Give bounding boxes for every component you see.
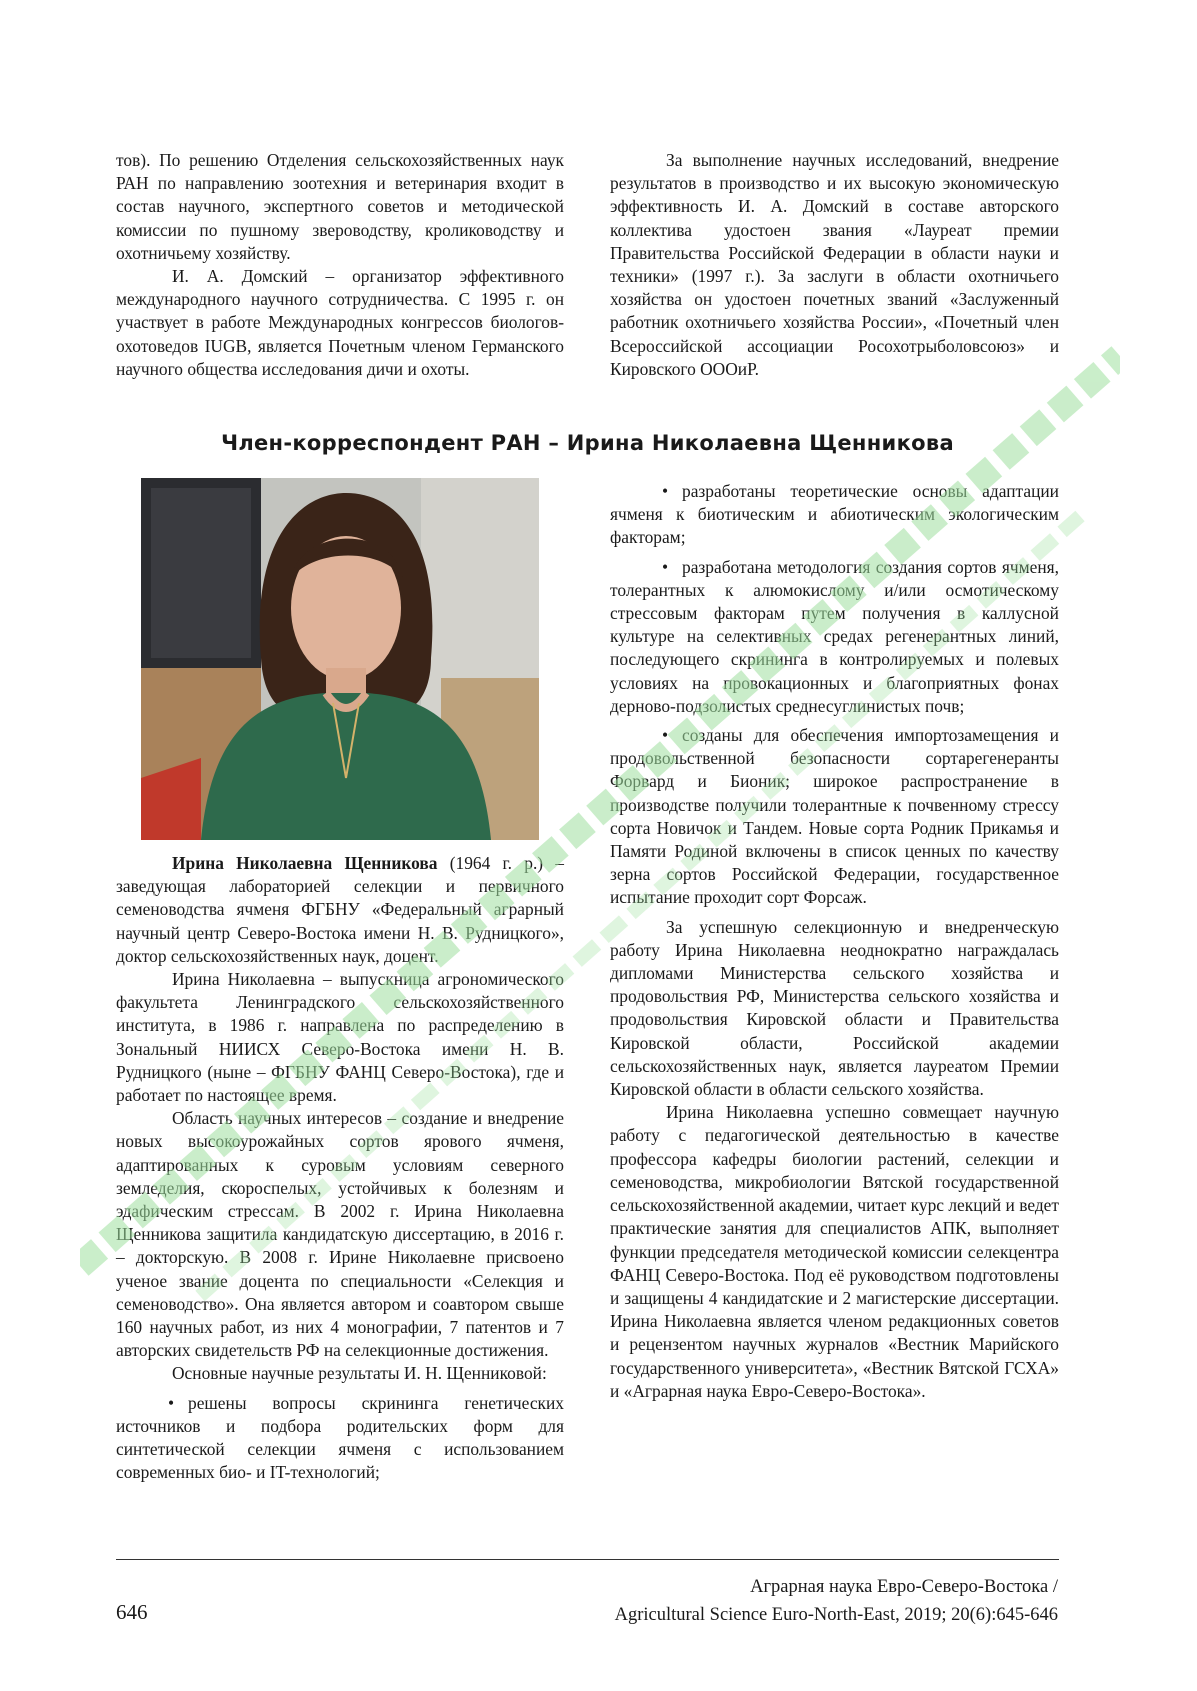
footer-rule bbox=[116, 1559, 1059, 1560]
bottom-left-column bbox=[116, 852, 564, 1484]
paragraph: тов). По решению Отделения сельскохозяйственных наук РАН по направлению зоотехния и ветеринария входит в состав научного, экспертного советов и методической комиссии по пушному звероводству, кролиководству и охотничьему хозяйству. bbox=[116, 150, 564, 263]
paragraph: Ирина Николаевна – выпускница агрономического факультета Ленинградского сельскохозяйственного института, в 1986 г. направлена по распределению в Зональный НИИСХ Северо-Востока имени Н. В. Рудницкого (ныне – ФГБНУ ФАНЦ Северо-Востока), где и работает по настоящее время. bbox=[116, 969, 564, 1106]
paragraph: Ирина Николаевна успешно совмещает научную работу с педагогической деятельностью в качестве профессора кафедры биологии растений, селекции и семеноводства, микробиологии Вятской государственной сельскохозяйственной академии, читает курс лекций и ведет практические занятия для специалистов АПК, выполняет функции председателя методической комиссии селекцентра ФАНЦ Северо-Востока. Под её руководством подготовлены и защищены 4 кандидатские и 2 магистерские диссертации. Ирина Николаевна является членом редакционных советов и рецензентом научных журналов «Вестник Марийского государственного университета», «Вестник Вятской ГСХА» и «Аграрная наука Евро-Северо-Востока». bbox=[610, 1102, 1059, 1401]
journal-title-en: Agricultural Science Euro-North-East, 2019; 20(6):645-646 bbox=[614, 1605, 1058, 1625]
page-number: 646 bbox=[116, 1600, 148, 1624]
top-left-column bbox=[116, 149, 564, 381]
paragraph: За успешную селекционную и внедренческую работу Ирина Николаевна неоднократно награждалась дипломами Министерства сельского хозяйства и продовольствия РФ, Министерства сельского хозяйства и продовольствия Кировской области и Правительства Кировской области, Российской академии сельскохозяйственных наук, является лауреатом Премии Кировской области в области сельского хозяйства. bbox=[610, 916, 1059, 1100]
bullet-item: • созданы для обеспечения импортозамещения и продовольственной безопасности сортарегенеранты Форвард и Бионик; широкое распространение в производстве получили толерантные к почвенному стрессу сорта Новичок и Тандем. Новые сорта Родник Прикамья и Памяти Родиной включены в список ценных по качеству зерна сортов Российской Федерации, государственное испытание проходит сорт Форсаж. bbox=[610, 724, 1059, 910]
bottom-right-column bbox=[610, 480, 1059, 1403]
paragraph: За выполнение научных исследований, внедрение результатов в производство и их высокую экономическую эффективность И. А. Домский в составе авторского коллектива удостоен звания «Лауреат премии Правительства Российской Федерации в области науки и техники» (1997 г.). За заслуги в области охотничьего хозяйства он удостоен почетных званий «Заслуженный работник охотничьего хозяйства России», «Почетный член Всероссийской ассоциации Росохотрыболовсоюз» и Кировского ОООиР. bbox=[610, 150, 1059, 379]
bio-intro bbox=[116, 852, 564, 968]
paragraph: Основные научные результаты И. Н. Щенниковой: bbox=[172, 1363, 547, 1384]
paragraph: И. А. Домский – организатор эффективного международного научного сотрудничества. С 1995 г. он участвует в работе Международных конгрессов биологов-охотоведов IUGB, является Почетным членом Германского научного общества исследования дичи и охоты. bbox=[116, 266, 564, 379]
bullet-item: • разработаны теоретические основы адаптации ячменя к биотическим и абиотическим экологическим факторам; bbox=[610, 480, 1059, 550]
portrait-photo bbox=[141, 478, 539, 840]
bullet-item: • решены вопросы скрининга генетических источников и подбора родительских форм для синтетической селекции ячменя с использованием современных био- и IT-технологий; bbox=[116, 1392, 564, 1485]
top-right-column bbox=[610, 149, 1059, 381]
journal-citation bbox=[615, 1573, 1058, 1629]
section-heading: Член-корреспондент РАН – Ирина Николаевна Щенникова bbox=[221, 431, 954, 455]
bio-intro-text: (1964 г. р.) – заведующая лабораторией селекции и первичного семеноводства ячменя ФГБНУ «Федеральный аграрный научный центр Северо-Востока имени Н. В. Рудницкого», доктор сельскохозяйственных наук, доцент. bbox=[116, 853, 564, 966]
bullet-item: • разработана методология создания сортов ячменя, толерантных к алюмокислому и/или осмотическому стрессовым факторам путем получения в каллусной культуре на селективных средах регенерантных линий, последующего скрининга в контролируемых и полевых условиях на провокационных и благоприятных фонах дерново-подзолистых среднесуглинистых почв; bbox=[610, 556, 1059, 718]
bio-name: Ирина Николаевна Щенникова bbox=[172, 853, 438, 873]
journal-title-ru: Аграрная наука Евро-Северо-Востока / bbox=[750, 1577, 1058, 1597]
paragraph: Область научных интересов – создание и внедрение новых высокоурожайных сортов ярового ячменя, адаптированных к суровым условиям северного земледелия, скороспелых, устойчивых к болезням и эдафическим стрессам. В 2002 г. Ирина Николаевна Щенникова защитила кандидатскую диссертацию, в 2016 г. – докторскую. В 2008 г. Ирине Николаевне присвоено ученое звание доцента по специальности «Селекция и семеноводство». Она является автором и соавтором свыше 160 научных работ, из них 4 монографии, 7 патентов и 7 авторских свидетельств РФ на селекционные достижения. bbox=[116, 1108, 564, 1361]
